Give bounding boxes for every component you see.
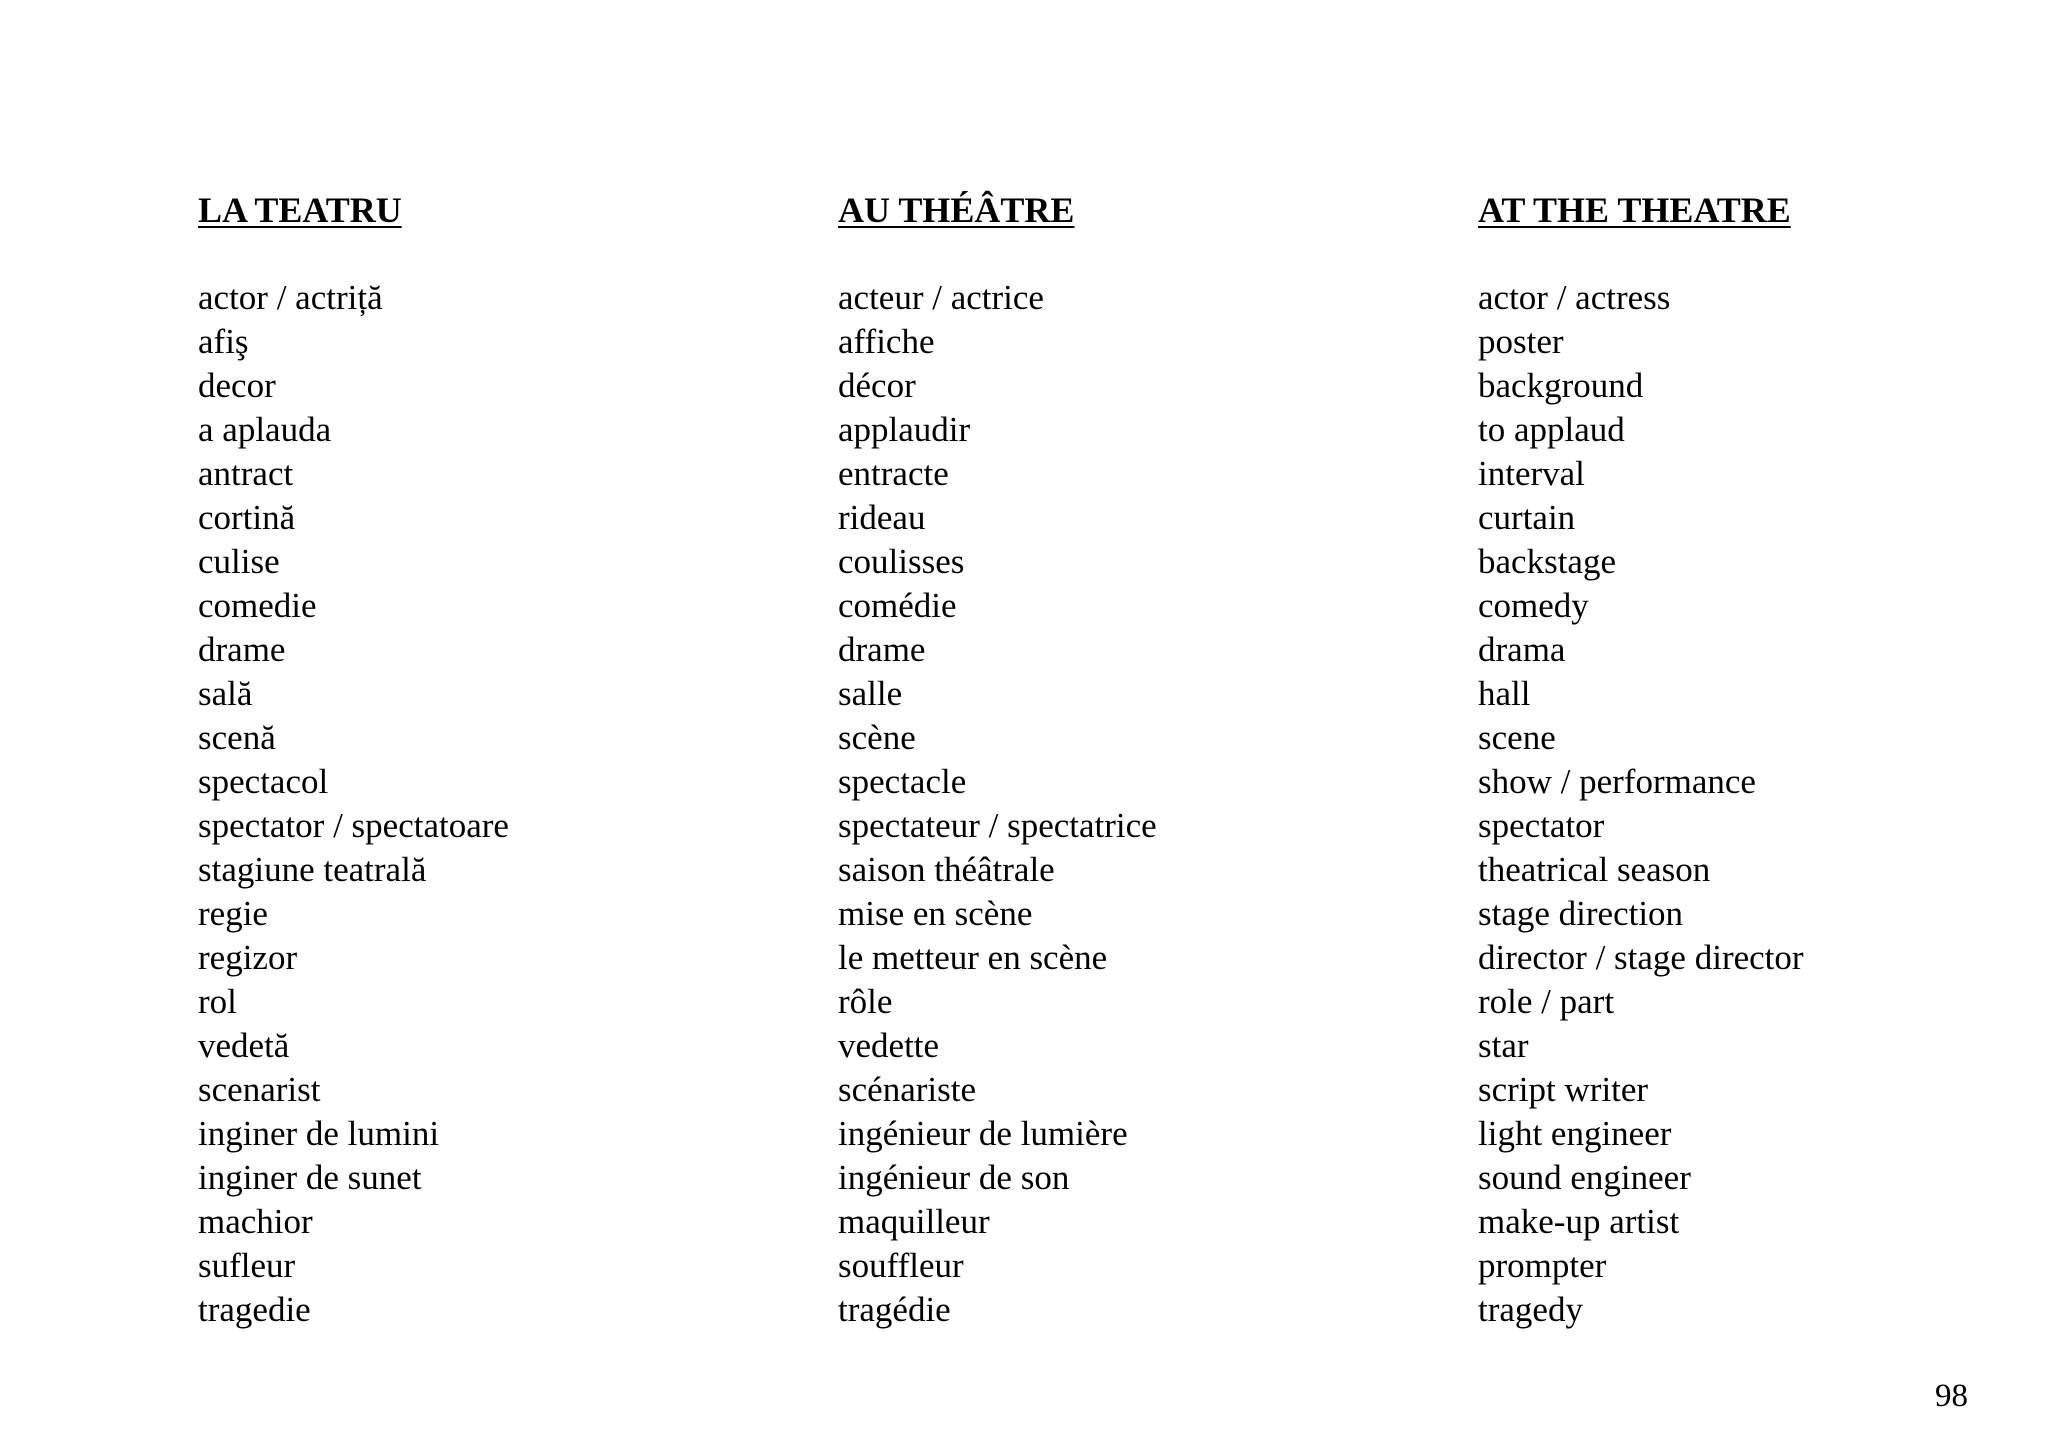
column-header-french: AU THÉÂTRE xyxy=(838,190,1075,230)
term-item: comedy xyxy=(1478,586,1589,625)
term-item: le metteur en scène xyxy=(838,938,1108,977)
term-item: scène xyxy=(838,718,916,757)
term-item: tragedy xyxy=(1478,1290,1583,1329)
term-item: sală xyxy=(198,674,253,713)
term-item: a aplauda xyxy=(198,410,332,449)
term-item: spectacol xyxy=(198,762,329,801)
term-item: scénariste xyxy=(838,1070,976,1109)
term-item: regizor xyxy=(198,938,298,977)
term-item: vedetă xyxy=(198,1026,290,1065)
term-item: show / performance xyxy=(1478,762,1756,801)
term-item: spectacle xyxy=(838,762,967,801)
term-item: rideau xyxy=(838,498,926,537)
term-item: inginer de sunet xyxy=(198,1158,422,1197)
term-item: to applaud xyxy=(1478,410,1625,449)
term-item: tragédie xyxy=(838,1290,951,1329)
term-item: antract xyxy=(198,454,294,493)
term-list-french xyxy=(838,276,1458,1332)
term-item: spectator / spectatoare xyxy=(198,806,509,845)
term-item: background xyxy=(1478,366,1644,405)
term-item: script writer xyxy=(1478,1070,1649,1109)
term-list-romanian xyxy=(198,276,818,1332)
column-romanian xyxy=(198,188,818,1332)
page-number: 98 xyxy=(1935,1378,1968,1414)
column-header-english: AT THE THEATRE xyxy=(1478,190,1791,230)
term-item: actor / actriță xyxy=(198,278,383,317)
term-item: sufleur xyxy=(198,1246,296,1285)
term-item: mise en scène xyxy=(838,894,1033,933)
term-item: prompter xyxy=(1478,1246,1607,1285)
term-item: hall xyxy=(1478,674,1531,713)
term-item: regie xyxy=(198,894,268,933)
term-item: maquilleur xyxy=(838,1202,990,1241)
term-item: actor / actress xyxy=(1478,278,1671,317)
term-item: ingénieur de lumière xyxy=(838,1114,1128,1153)
term-item: theatrical season xyxy=(1478,850,1711,889)
term-item: salle xyxy=(838,674,903,713)
term-item: souffleur xyxy=(838,1246,964,1285)
term-item: applaudir xyxy=(838,410,971,449)
term-item: role / part xyxy=(1478,982,1615,1021)
term-item: coulisses xyxy=(838,542,965,581)
term-item: star xyxy=(1478,1026,1529,1065)
column-header-romanian: LA TEATRU xyxy=(198,190,402,230)
term-item: inginer de lumini xyxy=(198,1114,440,1153)
term-item: cortină xyxy=(198,498,296,537)
term-item: scene xyxy=(1478,718,1556,757)
term-item: make-up artist xyxy=(1478,1202,1680,1241)
term-item: sound engineer xyxy=(1478,1158,1691,1197)
term-item: vedette xyxy=(838,1026,940,1065)
column-french xyxy=(838,188,1458,1332)
term-item: décor xyxy=(838,366,916,405)
term-item: director / stage director xyxy=(1478,938,1804,977)
term-item: entracte xyxy=(838,454,949,493)
term-item: comédie xyxy=(838,586,957,625)
column-english xyxy=(1478,188,2048,1332)
term-item: scenă xyxy=(198,718,276,757)
term-item: ingénieur de son xyxy=(838,1158,1070,1197)
term-item: tragedie xyxy=(198,1290,311,1329)
term-item: drame xyxy=(838,630,926,669)
term-item: stagiune teatrală xyxy=(198,850,427,889)
term-item: poster xyxy=(1478,322,1564,361)
term-item: spectator xyxy=(1478,806,1605,845)
term-item: decor xyxy=(198,366,276,405)
term-item: affiche xyxy=(838,322,935,361)
term-item: drame xyxy=(198,630,286,669)
term-item: culise xyxy=(198,542,280,581)
term-item: saison théâtrale xyxy=(838,850,1055,889)
term-item: interval xyxy=(1478,454,1585,493)
term-item: rol xyxy=(198,982,237,1021)
term-item: curtain xyxy=(1478,498,1576,537)
term-item: drama xyxy=(1478,630,1566,669)
term-item: backstage xyxy=(1478,542,1616,581)
term-item: comedie xyxy=(198,586,317,625)
term-item: stage direction xyxy=(1478,894,1684,933)
term-item: afiş xyxy=(198,322,249,361)
term-item: light engineer xyxy=(1478,1114,1672,1153)
term-item: machior xyxy=(198,1202,313,1241)
term-list-english xyxy=(1478,276,2048,1332)
term-item: spectateur / spectatrice xyxy=(838,806,1157,845)
term-item: rôle xyxy=(838,982,893,1021)
term-item: acteur / actrice xyxy=(838,278,1044,317)
term-item: scenarist xyxy=(198,1070,321,1109)
